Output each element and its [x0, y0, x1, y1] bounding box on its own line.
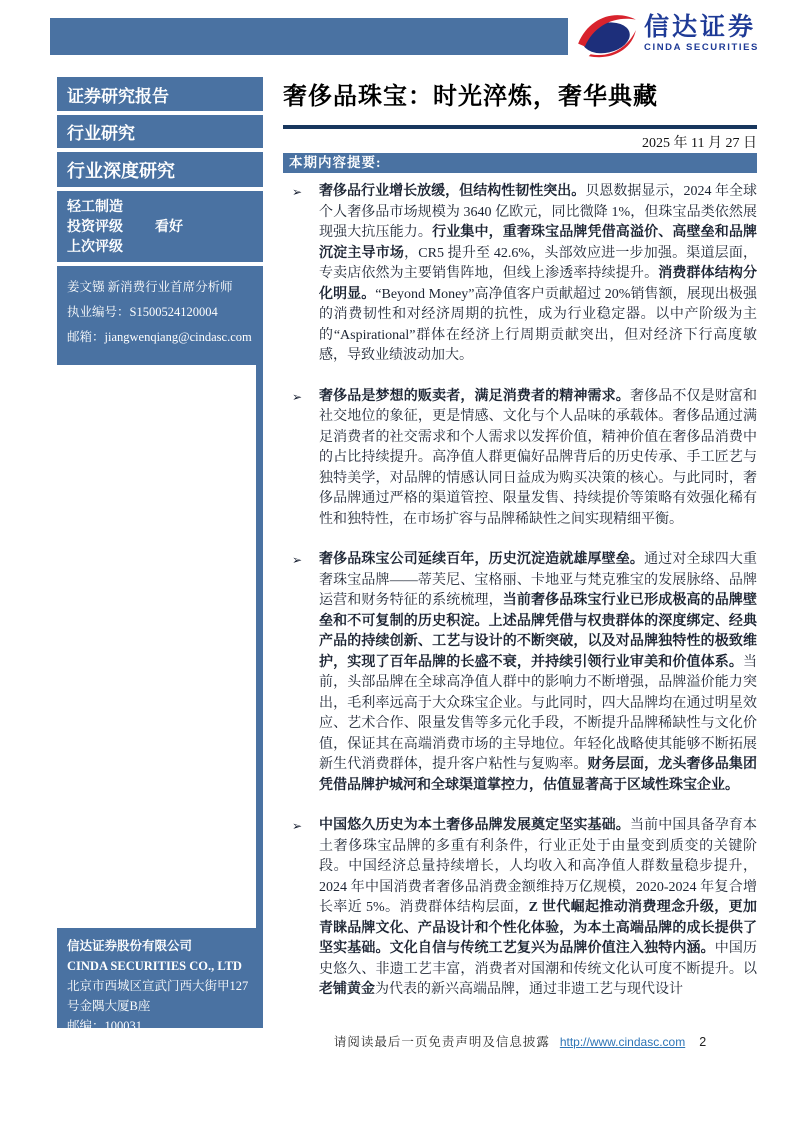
investment-rating-row [67, 216, 253, 236]
company-address: 北京市西城区宣武门西大街甲127号金隅大厦B座 [67, 979, 249, 1013]
bullet-paragraph: 奢侈品行业增长放缓，但结构性韧性突出。贝恩数据显示，2024 年全球个人奢侈品市场规模为 3640 亿欧元，同比微降 1%，但珠宝品类依然展现强大抗压能力。行业集中，重奢珠宝品牌凭借高溢价、高壁垒和品牌沉淀主导市场，CR5 提升至 42.6%，头部效应进一步加强。渠道层面，专卖店依然为主要销售阵地，但线上渗透率持续提升。消费群体结构分化明显。“Beyond Money”高净值客户贡献超过 20%销售额，展现出极强的消费韧性和对经济周期的抗性，成为行业稳定器。以中产阶级为主的“Aspirational”群体在经济上行周期贡献突出，但对经济下行高度敏感，导致业绩波动加大。 [319, 184, 758, 363]
report-date: 2025 年 11 月 27 日 [642, 136, 757, 151]
previous-rating-row [67, 236, 253, 256]
page-footer [283, 1032, 757, 1050]
company-name-en: CINDA SECURITIES CO., LTD [67, 959, 242, 973]
sidebar-research-depth: 行业深度研究 [57, 152, 263, 187]
sidebar-report-type: 证券研究报告 [57, 77, 263, 111]
logo-text [644, 15, 759, 53]
footer-website-link[interactable]: http://www.cindasc.com [559, 1035, 686, 1049]
summary-bullet [283, 387, 757, 531]
summary-bullet [283, 816, 757, 1001]
bullet-arrow-icon: ➢ [292, 553, 303, 567]
industry-name: 轻工制造 [67, 198, 123, 214]
bullet-paragraph: 奢侈品珠宝公司延续百年，历史沉淀造就雄厚壁垒。通过对全球四大重奢珠宝品牌——蒂芙尼、宝格丽、卡地亚与梵克雅宝的发展脉络、品牌运营和财务特征的系统梳理，当前奢侈品珠宝行业已形成极高的品牌壁垒和不可复制的历史积淀。上述品牌凭借与权贵群体的深度绑定、经典产品的持续创新、工艺与设计的不断突破，以及对品牌独特性的极致维护，实现了百年品牌的长盛不衰，并持续引领行业审美和价值体系。当前，头部品牌在全球高净值人群中的影响力不断增强，品牌溢价能力突出，毛利率远高于大众珠宝企业。与此同时，四大品牌均在通过明星效应、艺术合作、限量发售等多元化手段，不断提升品牌稀缺性与文化价值，保证其在高端消费市场的主导地位。年轻化战略使其能够不断拓展新生代消费群体，提升客户粘性与复购率。财务层面，龙头奢侈品集团凭借品牌护城河和全球渠道掌控力，估值显著高于区域性珠宝企业。 [319, 552, 758, 793]
report-title: 奢侈品珠宝：时光淬炼，奢华典藏 [283, 83, 658, 110]
company-postcode: 邮编：100031 [67, 1019, 143, 1033]
analyst-name-title: 姜文镪 新消费行业首席分析师 [67, 280, 233, 294]
sidebar-rating-box [57, 191, 263, 262]
summary-bullets [283, 182, 757, 1001]
sidebar-vertical-rule [256, 365, 263, 928]
bullet-arrow-icon: ➢ [292, 819, 303, 833]
company-name-cn: 信达证券股份有限公司 [67, 939, 193, 953]
company-info-box [57, 928, 263, 1033]
analyst-license-number: 执业编号：S1500524120004 [67, 305, 218, 319]
analyst-info-box [57, 266, 263, 365]
bullet-arrow-icon: ➢ [292, 389, 303, 404]
title-divider [283, 125, 757, 129]
rating-label: 投资评级 [67, 218, 123, 234]
logo-name-en: CINDA SECURITIES [644, 42, 759, 54]
previous-rating-label: 上次评级 [67, 238, 123, 254]
rating-value: 看好 [155, 218, 183, 234]
bullet-paragraph: 奢侈品是梦想的贩卖者，满足消费者的精神需求。奢侈品不仅是财富和社交地位的象征，更是情感、文化与个人品味的承载体。奢侈品通过满足消费者的社交需求和个人需求以发挥价值，精神价值在奢侈品消费中的占比持续提升。高净值人群更偏好品牌背后的历史传承、手工匠艺与独特美学，对品牌的情感认同日益成为购买决策的核心。与此同时，奢侈品牌通过严格的渠道管控、限量发售、持续提价等策略有效强化稀有性和独特性，在市场扩容与品牌稀缺性之间实现精细平衡。 [319, 388, 758, 527]
analyst-email: 邮箱：jiangwenqiang@cindasc.com [67, 330, 252, 344]
footer-disclaimer: 请阅读最后一页免责声明及信息披露 [333, 1035, 550, 1049]
cinda-swoosh-icon [576, 9, 638, 59]
summary-bullet [283, 550, 757, 796]
page-number: 2 [699, 1035, 707, 1049]
sidebar-research-category: 行业研究 [57, 115, 263, 148]
bullet-paragraph: 中国悠久历史为本土奢侈品牌发展奠定坚实基础。当前中国具备孕育本土奢侈珠宝品牌的多重有利条件，行业正处于由量变到质变的关键阶段。中国经济总量持续增长，人均收入和高净值人群数量稳步提升，2024 年中国消费者奢侈品消费金额维持万亿规模，2020-2024 年复合增长率近 5%。消费群体结构层面，Z 世代崛起推动消费理念升级，更加青睐品牌文化、产品设计和个性化体验，为本土高端品牌的成长提供了坚实基础。文化自信与传统工艺复兴为品牌价值注入独特内涵。中国历史悠久、非遗工艺丰富，消费者对国潮和传统文化认可度不断提升。以老铺黄金为代表的新兴高端品牌，通过非遗工艺与现代设计 [319, 818, 758, 997]
cinda-logo [576, 6, 759, 62]
top-brand-bar [50, 18, 568, 55]
bullet-arrow-icon: ➢ [292, 185, 303, 199]
summary-section-header: 本期内容提要: [283, 153, 757, 173]
summary-bullet [283, 182, 757, 367]
logo-name-cn: 信达证券 [644, 13, 757, 42]
